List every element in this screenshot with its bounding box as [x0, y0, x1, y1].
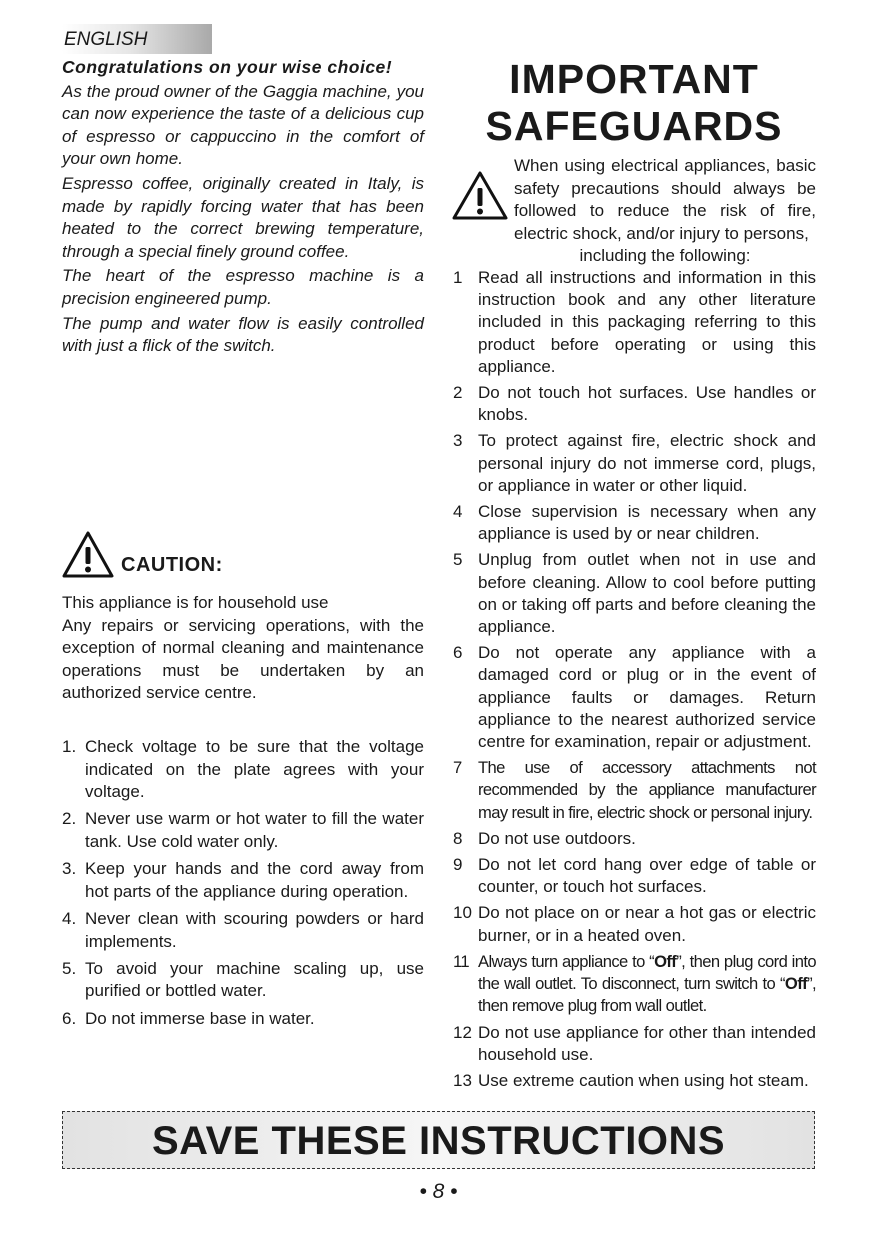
item-text: To protect against fire, electric shock and personal injury do not immerse cord, plugs, or appliance in water or other liquid. [478, 431, 816, 495]
item-number: 5. [62, 958, 77, 978]
list-item [453, 828, 816, 850]
item-number: 4. [62, 908, 77, 928]
save-instructions-banner [62, 1111, 815, 1169]
item-text: Read all instructions and information in this instruction book and any other literature included in this packaging referring to this product before operating or using this appliance. [478, 268, 816, 376]
intro-paragraph: The pump and water flow is easily controlled with just a flick of the switch. [62, 313, 424, 356]
item-text: Do not place on or near a hot gas or electric burner, or in a heated oven. [478, 903, 816, 945]
item-number: 1. [62, 737, 77, 756]
list-item [62, 808, 424, 853]
off-label: Off [654, 951, 677, 971]
safeguards-title-line: SAFEGUARDS [485, 103, 783, 149]
list-item [62, 736, 424, 804]
item-text: Never use warm or hot water to fill the water tank. Use cold water only. [85, 809, 424, 851]
off-label: Off [784, 974, 808, 994]
item-number: 5 [453, 550, 463, 570]
warning-triangle-icon [62, 530, 114, 580]
item-text: To avoid your machine scaling up, use purified or bottled water. [85, 958, 424, 1001]
list-item [453, 501, 816, 545]
item-text: ”, then remove plug from wall outlet. [478, 974, 816, 1016]
item-text: Unplug from outlet when not in use and before cleaning. Allow to cool before putting on or taking off parts and before cleaning the appliance. [478, 550, 816, 637]
congratulations-heading: Congratulations on your wise choice! [62, 57, 393, 77]
item-number: 9 [453, 855, 463, 875]
item-number: 13 [453, 1070, 472, 1090]
item-text: Do not use appliance for other than intended household use. [478, 1022, 816, 1064]
safeguards-intro [514, 155, 816, 268]
list-item [453, 642, 816, 753]
item-number: 2 [453, 383, 463, 403]
item-number: 1 [453, 268, 463, 287]
list-item [62, 958, 424, 1003]
list-item [453, 757, 816, 824]
intro-paragraph: The heart of the espresso machine is a precision engineered pump. [62, 266, 424, 308]
list-item [453, 549, 816, 638]
safeguards-intro-text: When using electrical appliances, basic safety precautions should always be followed to reduce the risk of fire, electric shock, and/or injury to persons, [514, 156, 816, 243]
item-text: Do not use outdoors. [478, 828, 636, 848]
list-item [453, 430, 816, 497]
item-number: 3. [62, 859, 77, 879]
list-item [62, 908, 424, 953]
safeguards-title-line: IMPORTANT [509, 56, 759, 102]
item-number: 7 [453, 758, 462, 778]
list-item [62, 1008, 424, 1031]
item-text: Never clean with scouring powders or hard implements. [85, 908, 424, 951]
list-item [453, 902, 816, 946]
list-item [453, 1022, 816, 1066]
item-number: 11 [453, 951, 470, 971]
caution-header [62, 530, 424, 580]
banner-text: SAVE THESE INSTRUCTIONS [151, 1119, 726, 1163]
caution-text [62, 592, 424, 705]
caution-list [62, 736, 424, 1035]
caution-line: This appliance is for household use [62, 593, 329, 612]
item-number: 12 [453, 1022, 472, 1042]
list-item [453, 1070, 816, 1092]
item-number: 8 [453, 828, 463, 848]
caution-line: Any repairs or servicing operations, with the exception of normal cleaning and maintenance operations must be undertaken by an authorized service centre. [62, 615, 424, 703]
warning-triangle-icon [451, 170, 509, 222]
language-tab [62, 24, 212, 54]
item-text: Do not operate any appliance with a damaged cord or plug or in the event of appliance faults or damages. Return appliance to the nearest authorized service centre for examination, repair or adjustment. [478, 643, 816, 752]
item-text: The use of accessory attachments not recommended by the appliance manufacturer may result in fire, electric shock or personal injury. [478, 758, 816, 822]
item-text: Keep your hands and the cord away from hot parts of the appliance during operation. [85, 859, 424, 901]
list-item [453, 267, 816, 378]
item-number: 6. [62, 1008, 77, 1028]
caution-title: CAUTION: [121, 554, 223, 576]
item-number: 6 [453, 643, 463, 663]
list-item [453, 382, 816, 426]
item-text: ”, then plug cord into the wall outlet. To disconnect, turn switch to “ [478, 951, 816, 994]
list-item [453, 854, 816, 898]
safeguards-title [474, 56, 794, 150]
safeguards-intro-last: including the following: [579, 246, 751, 266]
item-text: Do not touch hot surfaces. Use handles or knobs. [478, 383, 816, 425]
item-text: Check voltage to be sure that the voltage indicated on the plate agrees with your voltage. [85, 737, 424, 802]
safeguards-list [453, 267, 816, 1096]
item-number: 4 [453, 502, 463, 522]
item-text: Always turn appliance to “ [478, 951, 655, 971]
intro-paragraph: Espresso coffee, originally created in Italy, is made by rapidly forcing water that has been heated to the correct brewing temperature, through a special finely ground coffee. [62, 173, 424, 261]
intro-paragraph: As the proud owner of the Gaggia machine, you can now experience the taste of a delicious cup of espresso or cappuccino in the comfort of your own home. [62, 81, 424, 169]
intro-section [62, 56, 424, 360]
item-number: 3 [453, 431, 463, 451]
item-text: Do not immerse base in water. [85, 1008, 315, 1028]
page-number: • 8 • [419, 1180, 458, 1203]
item-number: 10 [453, 903, 472, 923]
language-label: ENGLISH [64, 29, 148, 50]
item-text: Close supervision is necessary when any appliance is used by or near children. [478, 502, 816, 544]
list-item [62, 858, 424, 903]
item-text: Do not let cord hang over edge of table or counter, or touch hot surfaces. [478, 855, 816, 897]
list-item [453, 951, 816, 1018]
item-number: 2. [62, 809, 77, 829]
item-text: Use extreme caution when using hot steam. [478, 1070, 809, 1090]
